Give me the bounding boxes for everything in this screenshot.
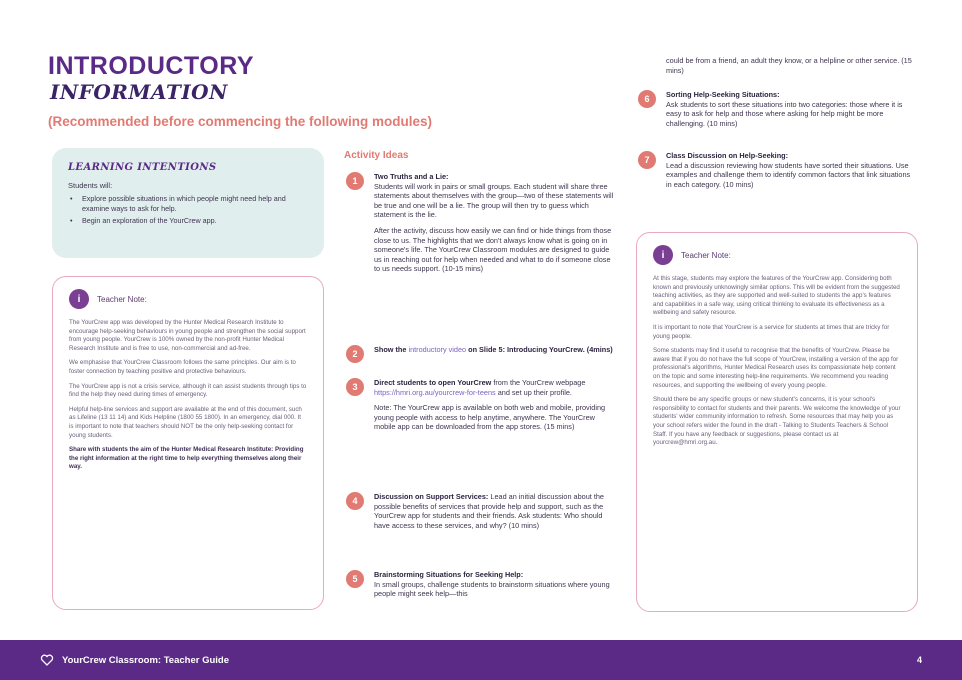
teacher-note-paragraph: It is important to note that YourCrew is a service for students at times that are tricky for young people. [653, 323, 890, 340]
step-number-badge: 5 [346, 570, 364, 588]
teacher-note-paragraph: The YourCrew app was developed by the Hunter Medical Research Institute to encourage help-seeking behaviours in young people and strengthen the social support from young people. YourCrew is 100% owned by the non-profit Hunter Medical Research Institute and is free to use, non-commercial and ad-free. [69, 319, 306, 352]
teacher-note-paragraph: Helpful help-line services and support are available at the end of this document, such as Lifeline (13 11 14) and Kids Helpline (1800 55 1800). In an emergency, dial 000. It is important to note that teachers should NOT be the only help-seeking contact for young students. [69, 405, 302, 439]
step-body [374, 172, 614, 280]
step-text: Ask students to sort these situations into two categories: those where it is easy to ask for help and those where asking for help might be more challenging. (10 mins) [666, 99, 903, 128]
activity-step-6 [638, 90, 916, 134]
step-title: Two Truths and a Lie: [374, 172, 449, 181]
step-number-badge: 7 [638, 151, 656, 169]
teacher-note-title: Teacher Note: [97, 294, 147, 304]
activity-step-5 [346, 570, 614, 605]
activity-ideas-title: Activity Ideas [344, 150, 409, 161]
activity-step-4 [346, 492, 614, 536]
teacher-note-paragraph: Should there be any specific groups or new student's concerns, it is your school's responsibility to contact for students and their parents. We welcome the knowledge of your students' wider community information to refresh. Some resources that may help you as your school refers wider the found in the draft - Talking to Students Teachers & School Staff. If you have any feedback or suggestions, please contact us at yourcrew@hmri.org.au. [653, 396, 901, 447]
yourcrew-webpage-link[interactable]: https://hmri.org.au/yourcrew-for-teens [374, 387, 496, 397]
footer-title: YourCrew Classroom: Teacher Guide [62, 654, 229, 666]
info-icon: i [69, 289, 89, 309]
step-text: Lead an initial discussion about the possible benefits of services that provide help and support, such as the YourCrew app for students and their friends. Ask students: Who should have access to these services, and why? (10 mins) [374, 492, 604, 530]
step-number-badge: 3 [346, 378, 364, 396]
step-title: Class Discussion on Help-Seeking: [666, 151, 789, 160]
step-title: Sorting Help-Seeking Situations: [666, 90, 780, 99]
teacher-note-paragraph: Some students may find it useful to recognise that the benefits of YourCrew. Please be aware that if you do not have the full scope of YourCrew, installing a version of the app for professional's algorithms, Hunter Medical Research uses its compassionate help content on the topic and some interesting help-line requirements. We recommend you reading resources, and supporting the wellbeing of every young people. [653, 347, 899, 389]
learning-intentions-intro: Students will: [68, 181, 113, 190]
teacher-note-title: Teacher Note: [681, 250, 731, 260]
teacher-note-header [69, 289, 307, 309]
activity-step-2 [346, 345, 614, 363]
step-body [374, 492, 614, 536]
page-number: 4 [916, 655, 922, 665]
info-icon: i [653, 245, 673, 265]
page-subtitle: (Recommended before commencing the following modules) [48, 114, 433, 129]
step-number-badge: 1 [346, 172, 364, 190]
teacher-note-header [653, 245, 901, 265]
page-title-script: INFORMATION [50, 80, 228, 104]
step-body [666, 90, 916, 134]
step-text: In small groups, challenge students to brainstorm situations where young people might seek help—this [374, 579, 610, 599]
step-body [666, 151, 916, 195]
step-text: Lead a discussion reviewing how students have sorted their situations. Use examples and challenge them to identify common factors that link situations in each category. (10 mins) [666, 160, 911, 189]
step-body [374, 378, 614, 438]
teacher-note-strong-paragraph: Share with students the aim of the Hunter Medical Research Institute: Providing the right information at the right time to help everything themselves along their way. [69, 446, 304, 471]
teacher-note-right [636, 232, 918, 612]
activity-step-3 [346, 378, 614, 438]
activity-step-1 [346, 172, 614, 280]
teacher-note-paragraph: At this stage, students may explore the features of the YourCrew app. Considering both known and previously unknowingly similar options. This will be evident from the suggested teaching activities, as they are supported and well-suited to students the app's features and capabilities in a safe way, using critical thinking to evaluate its effectiveness as a wellbeing and safety resource. [653, 275, 900, 317]
heart-icon [40, 653, 54, 667]
teacher-note-left [52, 276, 324, 610]
step-extra-text: Note: The YourCrew app is available on both web and mobile, providing young people with access to help anytime, anywhere. The YourCrew mobile app can be downloaded from the app stores. (15 mins) [374, 403, 606, 432]
step-text: from the YourCrew webpage [493, 378, 586, 387]
step-number-badge: 6 [638, 90, 656, 108]
step-extra-text: After the activity, discuss how easily we can find or hide things from those close to us. The highlights that we don't always know what is going on in someone's life. The YourCrew Classroom modules are designed to guide us in reaching out for help when needed and what to do if someone close to us needs support. (10-15 mins) [374, 225, 612, 274]
step-body [374, 570, 614, 605]
step-text: Students will work in pairs or small groups. Each student will share three statements about themselves with the group—two of these statements will be true and one will be a lie. The group will then try to guess which statement is the lie. [374, 181, 614, 220]
step-text: on Slide 5: Introducing YourCrew. (4mins) [468, 345, 613, 354]
learning-intentions-list [68, 194, 308, 226]
list-item: • Explore possible situations in which people might need help and examine ways to ask for help. [68, 194, 308, 214]
step-number-badge: 4 [346, 492, 364, 510]
step-body [374, 345, 613, 363]
activity-step-7 [638, 151, 916, 195]
step-text: and set up their profile. [497, 387, 572, 397]
step-number-badge: 2 [346, 345, 364, 363]
page-footer [0, 640, 962, 680]
teacher-note-paragraph: The YourCrew app is not a crisis service, although it can assist students through tips to find the help they need during times of emergency. [69, 382, 307, 399]
introductory-video-link[interactable]: introductory video [408, 345, 467, 354]
step-5-continuation: could be from a friend, an adult they know, or a helpline or other service. (15 mins) [666, 56, 912, 75]
list-item: • Begin an exploration of the YourCrew app. [68, 216, 308, 226]
step-title: Show the [374, 345, 407, 354]
teacher-note-paragraph: We emphasise that YourCrew Classroom follows the same principles. Our aim is to foster connection by teaching positive and protective behaviours. [69, 359, 296, 375]
page-title: INTRODUCTORY [48, 52, 254, 80]
step-title: Brainstorming Situations for Seeking Help: [374, 570, 524, 579]
learning-intentions-title: LEARNING INTENTIONS [68, 162, 217, 173]
learning-intentions-box [52, 148, 324, 258]
step-title: Direct students to open YourCrew [374, 378, 492, 387]
step-title: Discussion on Support Services: [374, 492, 489, 501]
